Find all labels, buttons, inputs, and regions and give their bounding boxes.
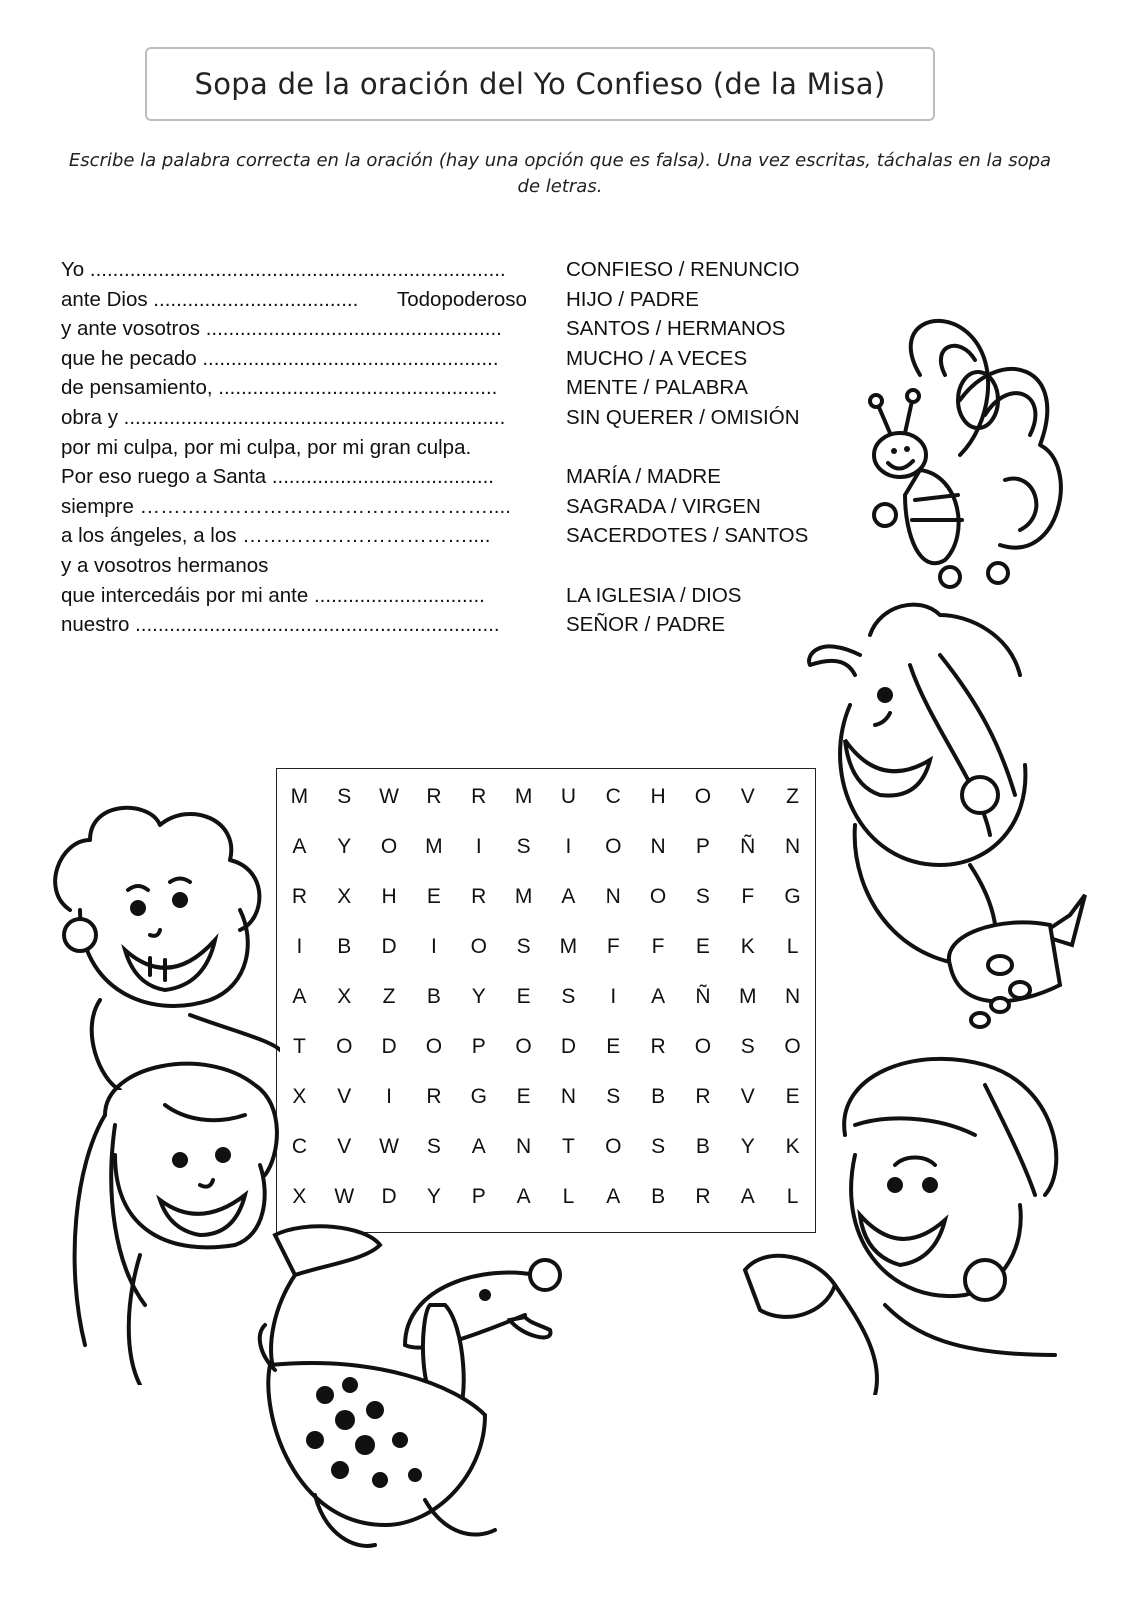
letter-cell: S [695, 885, 710, 908]
letter-cell: H [650, 785, 666, 808]
prayer-text: y ante vosotros .................................................... [61, 317, 502, 341]
letter-cell: I [296, 935, 303, 958]
prayer-text: de pensamiento, ................................................. [61, 376, 498, 400]
prayer-text: y a vosotros hermanos [61, 553, 269, 577]
prayer-line [61, 521, 851, 551]
letter-cell: E [606, 1035, 621, 1058]
letter-cell: H [381, 885, 397, 908]
prayer-line [61, 551, 851, 581]
letter-cell: R [650, 1035, 666, 1058]
prayer-text-tail: Todopoderoso [397, 287, 527, 311]
letter-cell: M [290, 785, 309, 808]
word-options: MUCHO / A VECES [566, 346, 748, 370]
letter-cell: O [380, 835, 398, 858]
prayer-line [61, 492, 851, 522]
letter-cell: R [426, 785, 442, 808]
word-options: MENTE / PALABRA [566, 376, 748, 400]
letter-cell: G [470, 1085, 487, 1108]
letter-cell: A [606, 1185, 621, 1208]
letter-cell: S [516, 935, 531, 958]
instructions: Escribe la palabra correcta en la oración (hay una opción que es falsa). Una vez escritas, táchalas en la sopa de letras. [68, 150, 1052, 197]
letter-cell: S [651, 1135, 666, 1158]
letter-cell: E [426, 885, 441, 908]
butterfly-illustration [850, 305, 1070, 605]
letter-cell: K [740, 935, 755, 958]
letter-cell: O [336, 1035, 353, 1058]
prayer-line [61, 373, 851, 403]
prayer-line [61, 581, 851, 611]
letter-cell: T [293, 1035, 306, 1058]
letter-cell: R [695, 1185, 711, 1208]
letter-cell: Z [382, 985, 396, 1008]
boy-with-cap-illustration [735, 1045, 1075, 1395]
letter-cell: I [386, 1085, 392, 1108]
letter-cell: O [470, 935, 487, 958]
letter-cell: G [784, 885, 801, 908]
letter-cell: C [605, 785, 621, 808]
prayer-text: siempre …………………………………………….... [61, 494, 511, 518]
word-options: HIJO / PADRE [566, 287, 699, 311]
prayer-text: Yo ......................................................................... [61, 258, 506, 281]
letter-cell: D [381, 935, 397, 958]
letter-cell: E [516, 1085, 531, 1108]
letter-cell: A [471, 1135, 486, 1158]
word-options: SANTOS / HERMANOS [566, 317, 786, 341]
letter-cell: O [605, 835, 622, 858]
word-options: SEÑOR / PADRE [566, 613, 726, 637]
letter-cell: I [475, 835, 482, 858]
letter-cell: M [559, 935, 578, 958]
prayer-line [61, 255, 851, 285]
letter-cell: N [515, 1135, 532, 1158]
butterfly-body [870, 390, 1008, 587]
letter-cell: P [471, 1035, 486, 1058]
letter-cell: R [291, 885, 307, 908]
letter-cell: Ñ [695, 985, 711, 1008]
prayer-text: que intercedáis por mi ante .............................. [61, 583, 485, 607]
letter-cell: F [606, 935, 620, 958]
letter-cell: M [514, 785, 533, 808]
prayer-line [61, 285, 851, 315]
prayer-text: ante Dios .................................... [61, 287, 359, 311]
letter-cell: D [560, 1035, 576, 1058]
letter-cell: Y [426, 1185, 441, 1208]
letter-cell: V [337, 1135, 352, 1158]
word-options: MARÍA / MADRE [566, 465, 721, 489]
word-options: CONFIESO / RENUNCIO [566, 258, 800, 281]
letter-cell: A [651, 985, 666, 1008]
letter-cell: R [695, 1085, 711, 1108]
letter-cell: T [561, 1135, 575, 1158]
letter-cell: Y [740, 1135, 755, 1158]
letter-cell: M [514, 885, 533, 908]
prayer-text: a los ángeles, a los …………………………….... [61, 524, 491, 548]
boy-with-crayon-illustration [800, 595, 1100, 1065]
letter-cell: Y [337, 835, 352, 858]
prayer-line [61, 314, 851, 344]
letter-cell: N [650, 835, 666, 858]
letter-cell: S [561, 985, 576, 1008]
letter-cell: U [560, 785, 576, 808]
letter-cell: P [471, 1185, 486, 1208]
letter-cell: N [784, 985, 801, 1008]
letter-cell: S [337, 785, 352, 808]
prayer-text: por mi culpa, por mi culpa, por mi gran culpa. [61, 435, 472, 459]
letter-cell: X [337, 985, 352, 1008]
worksheet-title: Sopa de la oración del Yo Confieso (de la Misa) [145, 47, 935, 121]
letter-cell: W [379, 1135, 399, 1158]
spotted-dog-illustration [255, 1245, 585, 1565]
letter-cell: L [786, 1185, 799, 1208]
letter-cell: O [515, 1035, 532, 1058]
letter-cell: A [740, 1185, 755, 1208]
letter-cell: A [561, 885, 576, 908]
letter-cell: Ñ [740, 835, 756, 858]
letter-cell: X [292, 1185, 307, 1208]
letter-cell: A [292, 985, 307, 1008]
letter-cell: M [425, 835, 443, 858]
letter-cell: B [651, 1085, 666, 1108]
letter-cell: K [785, 1135, 800, 1158]
letter-cell: O [649, 885, 667, 908]
butterfly-wing-right [958, 369, 1061, 548]
letter-cell: N [605, 885, 621, 908]
letter-cell: L [562, 1185, 575, 1208]
letter-cell: X [337, 885, 352, 908]
letter-cell: Y [471, 985, 486, 1008]
letter-cell: B [337, 935, 352, 958]
letter-cell: O [694, 785, 712, 808]
letter-cell: S [740, 1035, 755, 1058]
letter-cell: S [426, 1135, 441, 1158]
prayer-line [61, 462, 851, 492]
letter-cell: N [560, 1085, 576, 1108]
prayer-text: que he pecado .................................................... [61, 346, 499, 370]
letter-cell: R [471, 885, 487, 908]
letter-cell: W [334, 1185, 355, 1208]
butterfly-wing-upper [911, 321, 988, 455]
letter-cell: W [379, 785, 399, 808]
prayer-text: Por eso ruego a Santa ....................................... [61, 465, 494, 489]
word-options: SACERDOTES / SANTOS [566, 524, 809, 548]
letter-cell: P [695, 835, 710, 858]
letter-cell: O [605, 1135, 622, 1158]
prayer-lines [61, 255, 851, 640]
prayer-line [61, 610, 851, 640]
letter-cell: M [738, 985, 757, 1008]
letter-cell: X [292, 1085, 307, 1108]
prayer-line [61, 403, 851, 433]
prayer-line [61, 344, 851, 374]
letter-cell: E [785, 1085, 800, 1108]
letter-cell: B [695, 1135, 710, 1158]
prayer-line [61, 433, 851, 463]
letter-cell: C [291, 1135, 307, 1158]
word-options: LA IGLESIA / DIOS [566, 583, 742, 607]
letter-cell: A [292, 835, 307, 858]
letter-cell: O [784, 1035, 801, 1058]
letter-cell: I [565, 835, 572, 858]
letter-cell: V [337, 1085, 352, 1108]
letter-cell: B [426, 985, 441, 1008]
letter-cell: S [516, 835, 531, 858]
letter-cell: F [741, 885, 755, 908]
letter-cell: R [471, 785, 487, 808]
letter-cell: V [740, 1085, 755, 1108]
letter-cell: L [786, 935, 799, 958]
letter-cell: I [430, 935, 437, 958]
letter-cell: S [606, 1085, 621, 1108]
word-options: SIN QUERER / OMISIÓN [566, 405, 800, 429]
letter-cell: N [784, 835, 801, 858]
letter-cell: D [381, 1035, 397, 1058]
letter-cell: E [695, 935, 710, 958]
letter-cell: A [516, 1185, 531, 1208]
letter-cell: F [651, 935, 665, 958]
prayer-text: nuestro ................................................................ [61, 613, 500, 637]
letter-cell: Z [786, 785, 799, 808]
letter-cell: E [516, 985, 531, 1008]
letter-cell: I [610, 985, 617, 1008]
letter-cell: V [740, 785, 755, 808]
letter-cell: O [694, 1035, 712, 1058]
word-options: SAGRADA / VIRGEN [566, 494, 761, 518]
letter-cell: R [426, 1085, 442, 1108]
prayer-text: obra y ................................................................... [61, 405, 506, 429]
letter-cell: O [425, 1035, 443, 1058]
letter-cell: D [381, 1185, 397, 1208]
letter-cell: B [651, 1185, 666, 1208]
